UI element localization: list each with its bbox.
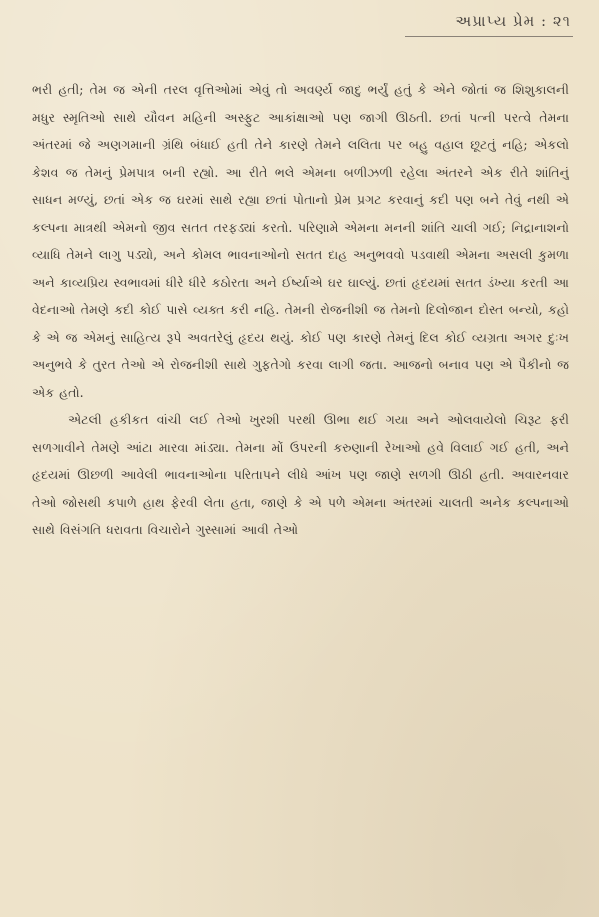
paragraph-2: એટલી હકીકત વાંચી લઈ તેઓ ખુરશી પરથી ઊભા થઈ ગયા અને ઓલવાયેલો ચિરૂટ ફરી સળગાવીને તેમણે આંટા મારવા માંડ્યા. તેમના મોં ઉપરની કરુણાની રેખાઓ હવે વિલાઈ ગઈ હતી, અને હૃદયમાં ઊછળી આવેલી ભાવનાઓના પરિતાપને લીધે આંખ પણ જાણે સળગી ઊઠી હતી. અવારનવાર તેઓ જોસથી કપાળે હાથ ફેરવી લેતા હતા, જાણે કે એ પળે એમના અંતરમાં ચાલતી અનેક કલ્પનાઓ સાથે વિસંગતિ ધરાવતા વિચારોને ગુસ્સામાં આવી તેઓ (32, 412, 569, 537)
paragraph-1: ભરી હતી; તેમ જ એની તરલ વૃત્તિઓમાં એવું તો અવર્ણ્ય જાદુ ભર્યું હતું કે એને જોતાં જ શિશુકાલની મધુર સ્મૃતિઓ સાથે યૌવન મહિની અસ્ફુટ આકાંક્ષાઓ પણ જાગી ઊઠતી. છતાં પત્ની પરત્વે તેમના અંતરમાં જે અણગમાની ગ્રંથિ બંધાઈ હતી તેને કારણે તેમને લલિતા પર બહુ વહાલ છૂટતું નહિ; એકલો કેશવ જ તેમનું પ્રેમપાત્ર બની રહ્યો. આ રીતે ભલે એમના બળીઝળી રહેલા અંતરને એક રીતે શાંતિનું સાધન મળ્યું, છતાં એક જ ઘરમાં સાથે રહ્યા છતાં પોતાનો પ્રેમ પ્રગટ કરવાનું કદી પણ બને તેવું નથી એ કલ્પના માત્રથી એમનો જીવ સતત તરફડ્યાં કરતો. પરિણામે એમના મનની શાંતિ ચાલી ગઈ; નિદ્રાનાશનો વ્યાધિ તેમને લાગુ પડ્યો, અને કોમલ ભાવનાઓનો સતત દાહ અનુભવવો પડવાથી એમના અસલી કુમળા અને કાવ્યપ્રિય સ્વભાવમાં ધીરે ધીરે કઠોરતા અને ઈર્ષ્યાએ ઘર ઘાલ્યું. છતાં હૃદયમાં સતત ડંખ્યા કરતી આ વેદનાઓ તેમણે કદી કોઈ પાસે વ્યક્ત કરી નહિ. તેમની રોજનીશી જ તેમનો દિલોજાન દોસ્ત બન્યો, કહો કે એ જ એમનું સાહિત્ય રૂપે અવતરેલું હૃદય થયું. કોઈ પણ કારણે તેમનું દિલ કોઈ વ્યગ્રતા અગર દુઃખ અનુભવે કે તુરત તેઓ એ રોજનીશી સાથે ગુફતેગો કરવા લાગી જતા. આજનો બનાવ પણ એ પૈકીનો જ એક હતો. (32, 82, 569, 400)
header-rule (405, 36, 573, 37)
running-head: અપ્રાપ્ય પ્રેમ : ૨૧ (455, 12, 571, 30)
body-text (32, 76, 569, 896)
